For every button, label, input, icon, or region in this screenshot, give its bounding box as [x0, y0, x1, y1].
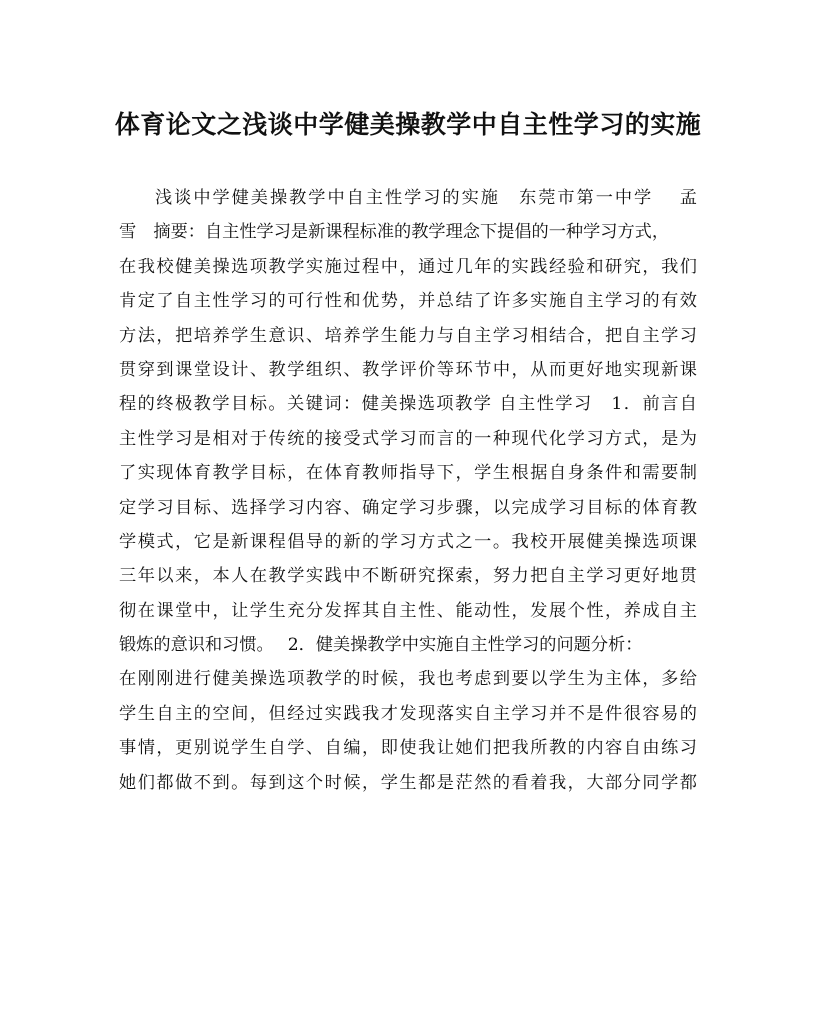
body-line: 三年以来，本人在教学实践中不断研究探索，努力把自主学习更好地贯: [119, 566, 697, 587]
body-line: 学生自主的空间，但经过实践我才发现落实自主学习并不是件很容易的: [119, 703, 697, 724]
body-line: 了实现体育教学目标，在体育教师指导下，学生根据自身条件和需要制: [119, 463, 697, 484]
body-line: 学模式，它是新课程倡导的新的学习方式之一。我校开展健美操选项课: [119, 531, 697, 552]
document-title: 体育论文之浅谈中学健美操教学中自主性学习的实施: [114, 110, 702, 139]
body-line: 定学习目标、选择学习内容、确定学习步骤，以完成学习目标的体育教: [119, 497, 697, 518]
body-line: 浅谈中学健美操教学中自主性学习的实施 东莞市第一中学 孟: [155, 188, 697, 208]
body-line: 雪 摘要：自主性学习是新课程标准的教学理念下提倡的一种学习方式，: [119, 222, 670, 243]
body-line: 锻炼的意识和习惯。 2．健美操教学中实施自主性学习的问题分析：: [119, 635, 643, 656]
body-line: 主性学习是相对于传统的接受式学习而言的一种现代化学习方式，是为: [119, 428, 697, 449]
body-line: 她们都做不到。每到这个时候，学生都是茫然的看着我，大部分同学都: [119, 772, 697, 793]
body-line: 事情，更别说学生自学、自编，即使我让她们把我所教的内容自由练习: [119, 738, 697, 759]
body-line: 彻在课堂中，让学生充分发挥其自主性、能动性，发展个性，养成自主: [119, 600, 697, 621]
body-line: 肯定了自主性学习的可行性和优势，并总结了许多实施自主学习的有效: [119, 291, 697, 312]
body-line: 程的终极教学目标。关键词：健美操选项教学 自主性学习 1．前言自: [119, 394, 697, 415]
body-line: 在我校健美操选项教学实施过程中，通过几年的实践经验和研究，我们: [119, 256, 697, 277]
body-line: 贯穿到课堂设计、教学组织、教学评价等环节中，从而更好地实现新课: [119, 359, 697, 380]
document-body: [119, 181, 697, 800]
body-line: 方法，把培养学生意识、培养学生能力与自主学习相结合，把自主学习: [119, 325, 697, 346]
body-line: 在刚刚进行健美操选项教学的时候，我也考虑到要以学生为主体，多给: [119, 669, 697, 690]
